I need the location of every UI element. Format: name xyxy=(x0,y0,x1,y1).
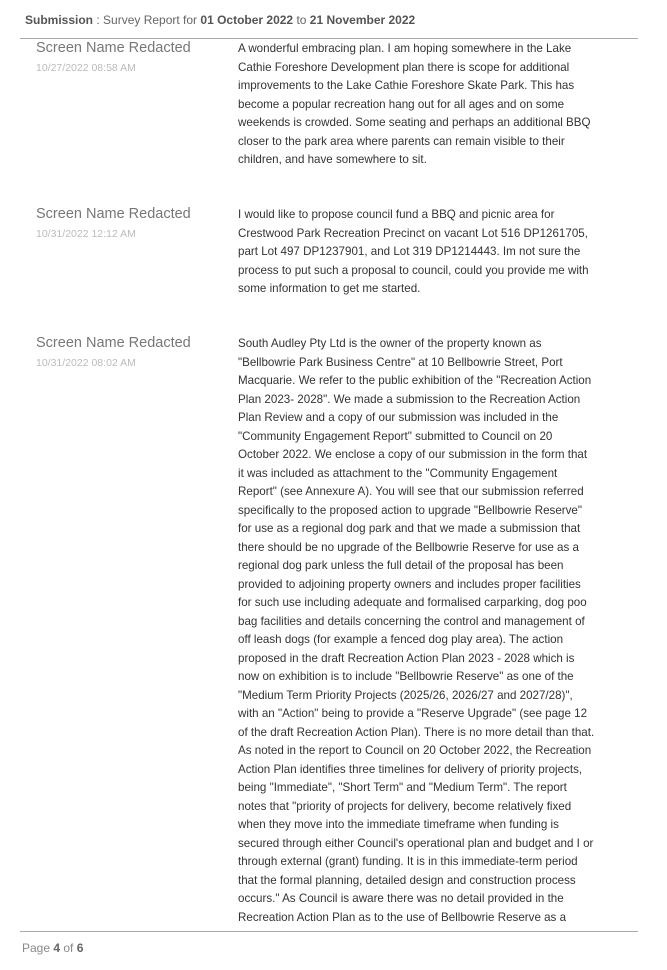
text-line: provided to adjoining property owners and includes proper facilities xyxy=(238,577,581,591)
text-line: I would like to propose council fund a BBQ and picnic area for xyxy=(238,208,555,221)
text-line: occurs." As Council is aware there was no detail provided in the xyxy=(238,892,564,905)
header-label: Submission xyxy=(25,13,94,27)
text-line: weekends is crowded. Some seating and perhaps an additional BBQ xyxy=(238,116,591,129)
text-line: Plan Review and a copy of our submission was included in the xyxy=(238,411,559,424)
submitter-name: Screen Name Redacted xyxy=(36,206,191,222)
text-line: A wonderful embracing plan. I am hoping somewhere in the Lake xyxy=(238,42,572,55)
text-line: notes that "priority of projects for delivery, become relatively fixed xyxy=(238,799,572,813)
page-word: Page xyxy=(22,941,54,955)
text-line: "Community Engagement Report" submitted to Council on 20 xyxy=(238,429,553,443)
submission-date: 10/31/2022 12:12 AM xyxy=(36,228,136,240)
text-line: Crestwood Park Recreation Precinct on vacant Lot 516 DP1261705, xyxy=(238,226,588,240)
submitter-name: Screen Name Redacted xyxy=(36,335,191,351)
text-line: Recreation Action Plan as to the use of Bellbowrie Reserve as a xyxy=(238,910,567,924)
text-line: that the formal planning, detailed design and construction process xyxy=(238,873,576,887)
text-line: improvements to the Lake Cathie Foreshore Skate Park. This has xyxy=(238,79,575,92)
text-line: Plan 2023- 2028". We made a submission to the Recreation Action xyxy=(238,392,581,406)
text-line: it was included as attachment to the "Community Engagement xyxy=(238,466,558,480)
header-separator: : Survey Report for xyxy=(93,13,201,27)
text-line: there should be no upgrade of the Bellbowrie Reserve for use as a xyxy=(238,540,579,554)
text-line: bag facilities and details concerning the control and management of xyxy=(238,614,585,628)
text-line: Macquarie. We refer to the public exhibition of the "Recreation Action xyxy=(238,374,592,387)
text-line: Report" (see Annexure A). You will see that our submission referred xyxy=(238,485,584,498)
total-pages: 6 xyxy=(76,941,84,955)
text-line: some information to get me started. xyxy=(238,282,421,295)
text-line: October 2022. We enclose a copy of our submission in the form that xyxy=(238,448,588,461)
submission-text xyxy=(238,40,591,170)
submission-text xyxy=(238,335,595,927)
text-line: through external (grant) funding. It is in this immediate-term period xyxy=(238,855,578,868)
text-line: As noted in the report to Council on 20 October 2022, the Recreation xyxy=(238,744,592,757)
text-line: "Bellbowrie Park Business Centre" at 10 Bellbowrie Street, Port xyxy=(238,355,563,369)
text-line: closer to the park area where parents can remain visible to their xyxy=(238,134,565,148)
text-line: secured through either Council's operational plan and budget and I or xyxy=(238,836,594,850)
text-line: when they move into the immediate timeframe when funding is xyxy=(238,818,559,831)
text-line: off leash dogs (for example a fenced dog play area). The action xyxy=(238,633,564,646)
text-line: Action Plan identifies three timelines for delivery of priority projects, xyxy=(238,762,583,776)
text-line: "Medium Term Priority Projects (2025/26, 2026/27 and 2027/28)", xyxy=(238,688,573,702)
text-line: of the draft Recreation Action Plan). There is no more detail than that. xyxy=(238,725,595,739)
header-to: to xyxy=(293,13,310,27)
text-line: specifically to the proposed action to upgrade "Bellbowrie Reserve" xyxy=(238,503,582,517)
submission-date: 10/27/2022 08:58 AM xyxy=(36,62,136,74)
text-line: with an "Action" being to provide a "Reserve Upgrade" (see page 12 xyxy=(238,707,588,720)
submitter-name: Screen Name Redacted xyxy=(36,40,191,56)
current-page: 4 xyxy=(53,941,61,955)
report-header xyxy=(25,13,415,27)
text-line: become a popular recreation hang out for all ages and on some xyxy=(238,97,565,111)
page-footer xyxy=(22,941,83,955)
submission-text xyxy=(238,206,589,299)
text-line: process to put such a proposal to council, could you provide me with xyxy=(238,263,589,277)
text-line: children, and have somewhere to sit. xyxy=(238,153,427,166)
header-divider xyxy=(20,38,638,39)
text-line: South Audley Pty Ltd is the owner of the property known as xyxy=(238,337,542,350)
text-line: being "Immediate", "Short Term" and "Medium Term". The report xyxy=(238,781,567,794)
footer-divider xyxy=(20,931,638,932)
of-word: of xyxy=(60,941,77,955)
text-line: regional dog park unless the full detail of the proposal has been xyxy=(238,559,564,572)
header-start-date: 01 October 2022 xyxy=(200,13,294,27)
header-end-date: 21 November 2022 xyxy=(309,13,416,27)
text-line: now on exhibition is to include "Bellbowrie Reserve" as one of the xyxy=(238,670,574,683)
text-line: part Lot 497 DP1237901, and Lot 319 DP1214443. Im not sure the xyxy=(238,245,581,258)
text-line: for use as a regional dog park and that we made a submission that xyxy=(238,522,581,535)
text-line: proposed in the draft Recreation Action Plan 2023 - 2028 which is xyxy=(238,651,575,665)
text-line: for such use including adequate and formalised carparking, dog poo xyxy=(238,596,587,609)
submission-date: 10/31/2022 08:02 AM xyxy=(36,357,136,369)
text-line: Cathie Foreshore Development plan there is scope for additional xyxy=(238,60,570,74)
